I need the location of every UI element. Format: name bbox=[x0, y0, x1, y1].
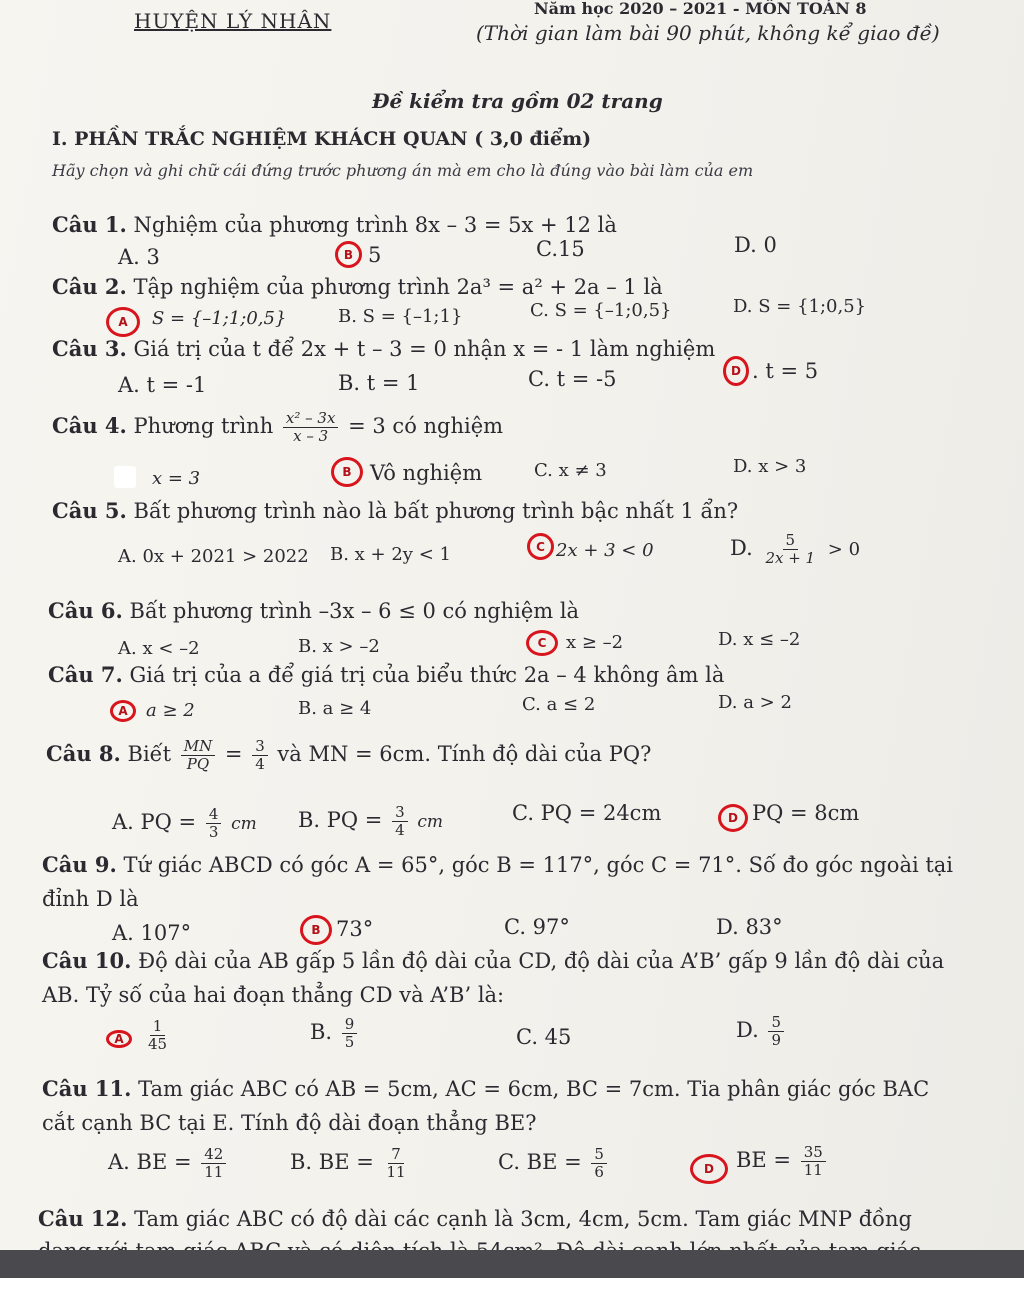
q11-c-fraction bbox=[591, 1146, 607, 1181]
page-margin bbox=[0, 1278, 1024, 1291]
q7-option-d: D. a > 2 bbox=[718, 692, 792, 713]
question-1-text: Nghiệm của phương trình 8x – 3 = 5x + 12 là bbox=[133, 213, 617, 237]
q11-d-den: 11 bbox=[803, 1161, 823, 1179]
question-6-text: Bất phương trình –3x – 6 ≤ 0 có nghiệm là bbox=[129, 599, 580, 623]
q8-option-b bbox=[298, 804, 443, 839]
q8-fraction-2 bbox=[252, 738, 268, 773]
q5-d-fraction bbox=[762, 532, 818, 567]
question-3 bbox=[52, 336, 715, 362]
q5-d-num: 5 bbox=[783, 532, 799, 550]
question-2-text: Tập nghiệm của phương trình 2a³ = a² + 2a – 1 là bbox=[133, 275, 663, 299]
q5-option-d bbox=[730, 532, 860, 567]
q11-option-c bbox=[498, 1146, 610, 1181]
q3-option-b: B. t = 1 bbox=[338, 371, 420, 395]
scan-shadow-strip bbox=[0, 1250, 1024, 1278]
q4-option-b: Vô nghiệm bbox=[370, 461, 483, 485]
question-4 bbox=[52, 410, 503, 445]
q4-frac-den: x – 3 bbox=[293, 427, 329, 445]
question-3-label: Câu 3. bbox=[52, 336, 127, 361]
q4-option-a: x = 3 bbox=[152, 468, 201, 489]
q8-b-suffix: cm bbox=[417, 812, 443, 832]
q10-a-fraction bbox=[145, 1018, 170, 1053]
question-11 bbox=[42, 1076, 929, 1102]
q7-option-b: B. a ≥ 4 bbox=[298, 698, 372, 719]
question-6-label: Câu 6. bbox=[48, 598, 123, 623]
q3-option-a: A. t = -1 bbox=[118, 373, 207, 397]
q10-option-a bbox=[142, 1018, 173, 1053]
question-8-text-mid: = bbox=[224, 742, 243, 766]
q6-option-a: A. x < –2 bbox=[118, 638, 200, 659]
q5-option-c: 2x + 3 < 0 bbox=[556, 540, 654, 561]
q5-d-den: 2x + 1 bbox=[765, 549, 816, 567]
section-instruction: Hãy chọn và ghi chữ cái đứng trước phương án mà em cho là đúng vào bài làm của em bbox=[52, 161, 754, 180]
question-9-line-2: đỉnh D là bbox=[42, 887, 139, 911]
q5-option-b: B. x + 2y < 1 bbox=[330, 544, 451, 565]
question-10-text: Độ dài của AB gấp 5 lần độ dài của CD, độ dài của A’B’ gấp 9 lần độ dài của bbox=[138, 949, 945, 973]
q8-frac2-num: 3 bbox=[252, 738, 268, 756]
question-7-label: Câu 7. bbox=[48, 662, 123, 687]
q2-answer-circle: A bbox=[106, 307, 140, 337]
q1-option-c: C.15 bbox=[536, 237, 585, 261]
question-12 bbox=[38, 1206, 912, 1232]
question-8-label: Câu 8. bbox=[46, 741, 121, 766]
q8-answer-circle: D bbox=[718, 804, 748, 832]
q4-fraction bbox=[283, 410, 339, 445]
question-11-label: Câu 11. bbox=[42, 1076, 132, 1101]
q11-b-fraction bbox=[384, 1146, 409, 1181]
q8-a-fraction bbox=[206, 806, 222, 841]
q1-option-b: 5 bbox=[368, 243, 382, 267]
question-2-label: Câu 2. bbox=[52, 274, 127, 299]
q8-b-prefix: B. PQ = bbox=[298, 808, 383, 832]
q3-answer-circle: D bbox=[723, 356, 749, 386]
q10-option-d bbox=[736, 1014, 787, 1049]
pages-note: Đề kiểm tra gồm 02 trang bbox=[372, 89, 663, 113]
q11-option-d bbox=[736, 1144, 829, 1179]
q4-frac-num: x² – 3x bbox=[283, 410, 339, 428]
q11-option-b bbox=[290, 1146, 412, 1181]
q11-a-den: 11 bbox=[204, 1163, 224, 1181]
q11-a-prefix: A. BE = bbox=[108, 1150, 192, 1174]
q2-option-c: C. S = {–1;0,5} bbox=[530, 300, 672, 321]
q7-option-c: C. a ≤ 2 bbox=[522, 694, 596, 715]
q11-c-num: 5 bbox=[591, 1146, 607, 1164]
q11-a-num: 42 bbox=[201, 1146, 226, 1164]
q10-b-num: 9 bbox=[342, 1016, 358, 1034]
q5-option-a: A. 0x + 2021 > 2022 bbox=[118, 546, 309, 567]
q4-option-c: C. x ≠ 3 bbox=[534, 460, 607, 481]
district-name: HUYỆN LÝ NHÂN bbox=[134, 9, 332, 33]
q8-option-a bbox=[112, 806, 257, 841]
q10-b-prefix: B. bbox=[310, 1020, 333, 1044]
q9-option-b: 73° bbox=[336, 917, 374, 941]
question-4-text-after: = 3 có nghiệm bbox=[348, 414, 504, 438]
q10-option-b bbox=[310, 1016, 360, 1051]
time-note: (Thời gian làm bài 90 phút, không kể giao đề) bbox=[476, 21, 940, 45]
q11-d-num: 35 bbox=[801, 1144, 826, 1162]
question-9-text: Tứ giác ABCD có góc A = 65°, góc B = 117°, góc C = 71°. Số đo góc ngoài tại bbox=[123, 853, 954, 877]
q10-b-den: 5 bbox=[344, 1033, 355, 1051]
paper-blotch bbox=[114, 466, 136, 488]
section-title: I. PHẦN TRẮC NGHIỆM KHÁCH QUAN ( 3,0 điểm) bbox=[52, 128, 592, 150]
q6-answer-circle: C bbox=[526, 630, 558, 656]
q6-option-b: B. x > –2 bbox=[298, 636, 380, 657]
q10-b-fraction bbox=[342, 1016, 358, 1051]
q2-option-d: D. S = {1;0,5} bbox=[733, 296, 867, 317]
q8-option-c: C. PQ = 24cm bbox=[512, 801, 662, 825]
q2-option-a: S = {–1;1;0,5} bbox=[152, 308, 287, 329]
q11-b-num: 7 bbox=[388, 1146, 404, 1164]
q10-d-prefix: D. bbox=[736, 1018, 759, 1042]
q10-d-num: 5 bbox=[768, 1014, 784, 1032]
question-1-label: Câu 1. bbox=[52, 212, 127, 237]
question-8-text-before: Biết bbox=[127, 742, 172, 766]
q9-option-d: D. 83° bbox=[716, 915, 783, 939]
question-11-text: Tam giác ABC có AB = 5cm, AC = 6cm, BC = 7cm. Tia phân giác góc BAC bbox=[138, 1077, 930, 1101]
question-9-label: Câu 9. bbox=[42, 852, 117, 877]
school-year: Năm học 2020 – 2021 - MÔN TOÁN 8 bbox=[534, 0, 867, 18]
question-12-label: Câu 12. bbox=[38, 1206, 128, 1231]
q9-option-a: A. 107° bbox=[112, 921, 192, 945]
q11-c-prefix: C. BE = bbox=[498, 1150, 582, 1174]
question-4-text-before: Phương trình bbox=[133, 414, 274, 438]
q8-b-num: 3 bbox=[392, 804, 408, 822]
q10-answer-circle: A bbox=[106, 1030, 132, 1048]
q8-frac-num: MN bbox=[181, 738, 215, 756]
q8-fraction-1 bbox=[181, 738, 215, 773]
q7-option-a: a ≥ 2 bbox=[146, 700, 195, 721]
question-10 bbox=[42, 948, 944, 974]
q1-answer-circle: B bbox=[335, 241, 362, 268]
q6-option-c: x ≥ –2 bbox=[566, 632, 624, 653]
q10-d-den: 9 bbox=[771, 1031, 781, 1049]
question-4-label: Câu 4. bbox=[52, 413, 127, 438]
q9-option-c: C. 97° bbox=[504, 915, 570, 939]
question-2 bbox=[52, 274, 663, 300]
question-10-label: Câu 10. bbox=[42, 948, 132, 973]
q8-a-den: 3 bbox=[208, 823, 219, 841]
q2-option-b: B. S = {–1;1} bbox=[338, 306, 463, 327]
q8-frac-den: PQ bbox=[186, 755, 210, 773]
question-8 bbox=[46, 738, 651, 773]
q9-answer-circle: B bbox=[300, 915, 332, 945]
q8-a-num: 4 bbox=[206, 806, 222, 824]
q10-d-fraction bbox=[768, 1014, 784, 1049]
question-11-line-2: cắt cạnh BC tại E. Tính độ dài đoạn thẳng BE? bbox=[42, 1111, 537, 1135]
q8-b-den: 4 bbox=[395, 821, 405, 839]
q10-a-num: 1 bbox=[150, 1018, 166, 1036]
q4-option-d: D. x > 3 bbox=[733, 456, 807, 477]
question-8-text-after: và MN = 6cm. Tính độ dài của PQ? bbox=[277, 742, 652, 766]
q11-d-fraction bbox=[801, 1144, 826, 1179]
q11-c-den: 6 bbox=[594, 1163, 604, 1181]
question-10-line-2: AB. Tỷ số của hai đoạn thẳng CD và A’B’ là: bbox=[42, 983, 505, 1007]
q8-b-fraction bbox=[392, 804, 408, 839]
q1-option-d: D. 0 bbox=[734, 233, 777, 257]
q8-frac2-den: 4 bbox=[255, 755, 265, 773]
question-7-text: Giá trị của a để giá trị của biểu thức 2a – 4 không âm là bbox=[129, 663, 725, 687]
q11-b-prefix: B. BE = bbox=[290, 1150, 374, 1174]
q10-option-c: C. 45 bbox=[516, 1025, 572, 1049]
question-5 bbox=[52, 498, 738, 524]
question-5-label: Câu 5. bbox=[52, 498, 127, 523]
question-6 bbox=[48, 598, 579, 624]
q5-option-d-prefix: D. bbox=[730, 536, 753, 560]
question-1 bbox=[52, 212, 617, 238]
question-12-text: Tam giác ABC có độ dài các cạnh là 3cm, 4cm, 5cm. Tam giác MNP đồng bbox=[134, 1207, 912, 1231]
question-3-text: Giá trị của t để 2x + t – 3 = 0 nhận x = - 1 làm nghiệm bbox=[133, 337, 716, 361]
q4-answer-circle: B bbox=[331, 457, 363, 487]
question-9 bbox=[42, 852, 953, 878]
q8-option-d: PQ = 8cm bbox=[752, 801, 860, 825]
q1-option-a: A. 3 bbox=[118, 245, 160, 269]
q10-a-den: 45 bbox=[148, 1035, 168, 1053]
q11-d-prefix: BE = bbox=[736, 1148, 792, 1172]
q11-option-a bbox=[108, 1146, 229, 1181]
question-5-text: Bất phương trình nào là bất phương trình bậc nhất 1 ẩn? bbox=[133, 499, 739, 523]
q8-a-suffix: cm bbox=[231, 814, 257, 834]
q5-answer-circle: C bbox=[527, 533, 554, 560]
q7-answer-circle: A bbox=[110, 700, 136, 722]
q11-b-den: 11 bbox=[386, 1163, 406, 1181]
q11-a-fraction bbox=[201, 1146, 226, 1181]
q5-option-d-suffix: > 0 bbox=[827, 539, 861, 560]
q3-option-c: C. t = -5 bbox=[528, 367, 617, 391]
q3-option-d: . t = 5 bbox=[752, 359, 819, 383]
question-7 bbox=[48, 662, 724, 688]
q6-option-d: D. x ≤ –2 bbox=[718, 629, 801, 650]
q11-answer-circle: D bbox=[690, 1154, 728, 1184]
q8-a-prefix: A. PQ = bbox=[112, 810, 197, 834]
